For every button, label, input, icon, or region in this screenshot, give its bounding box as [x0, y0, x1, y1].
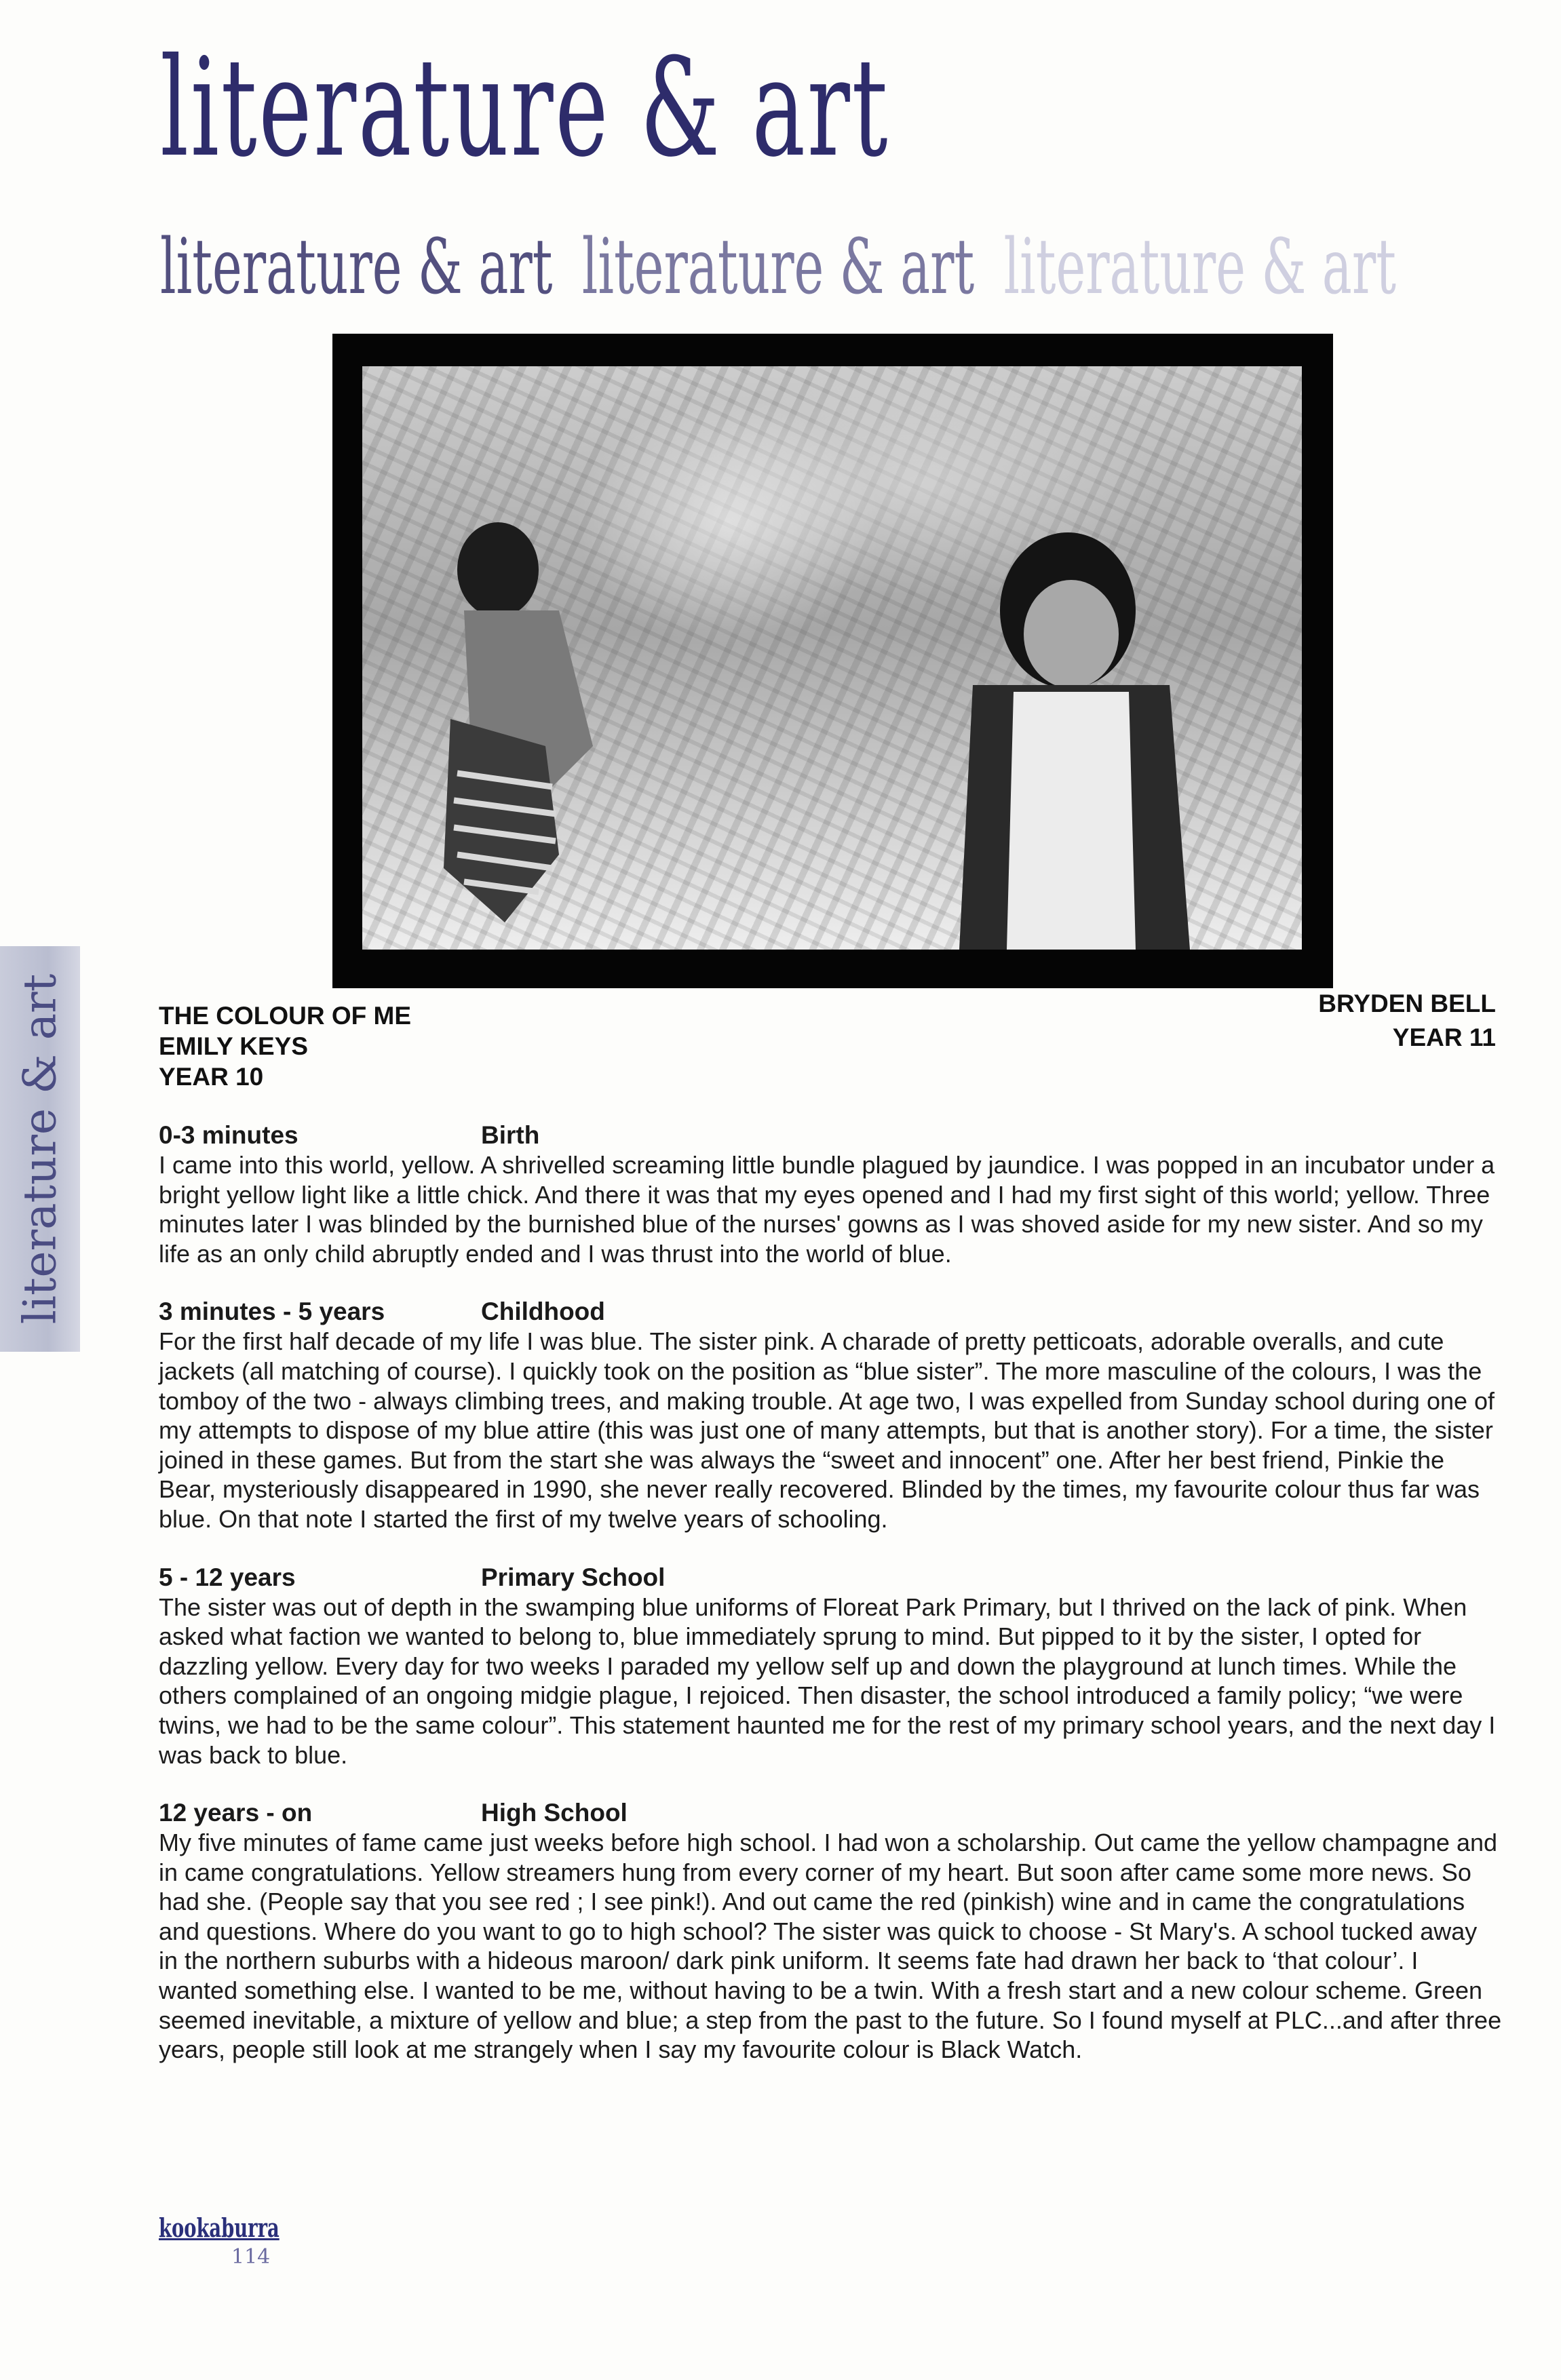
title-repeat-row — [160, 223, 1410, 311]
article-section — [159, 1120, 1502, 1268]
page-number: 114 — [231, 2245, 271, 2269]
article-section — [159, 1297, 1502, 1534]
article-author: EMILY KEYS — [159, 1032, 309, 1060]
section-heading — [159, 1297, 1502, 1327]
photo-credit — [1318, 987, 1496, 1055]
photo-two-girls-beach-bw — [362, 366, 1302, 950]
section-stage: Childhood — [481, 1298, 605, 1326]
photo-frame — [332, 334, 1333, 988]
photographer-year: YEAR 11 — [1392, 1023, 1496, 1051]
section-heading — [159, 1563, 1502, 1593]
section-text: My five minutes of fame came just weeks before high school. I had won a scholarship. Out came the yellow champagne and in came congratulations. Yellow streamers hung from every corner of my heart. But soon after came some more news. So had she. (People say that you see red ; I see pink!). And out came the red (pinkish) wine and in came the congratulations and questions. Where do you want to go to high school? The sister was quick to choose - St Mary's. A school tucked away in the northern suburbs with a hideous maroon/ dark pink uniform. It seems fate had drawn her back to ‘that colour’. I wanted something else. I wanted to be me, without having to be a twin. With a fresh start and a new colour scheme. Green seemed inevitable, a mixture of yellow and blue; a step from the past to the future. So I found myself at PLC...and after three years, people still look at me strangely when I say my favourite colour is Black Watch. — [159, 1829, 1502, 2064]
magazine-logo: kookaburra — [159, 2212, 280, 2243]
section-heading — [159, 1120, 1502, 1150]
section-heading — [159, 1798, 1502, 1828]
title-repeat-3: literature & art — [1003, 223, 1396, 311]
photo-figures — [362, 366, 1302, 950]
article-year: YEAR 10 — [159, 1063, 264, 1091]
article-title: THE COLOUR OF ME — [159, 1002, 412, 1030]
article-heading — [159, 1000, 411, 1092]
side-tab-label: literature & art — [14, 973, 66, 1325]
article-section — [159, 1563, 1502, 1770]
page-title: literature & art — [160, 29, 890, 187]
section-age: 0-3 minutes — [159, 1121, 298, 1149]
photographer-name: BRYDEN BELL — [1318, 990, 1496, 1017]
article-section — [159, 1798, 1502, 2065]
right-girl-cardigan — [1007, 692, 1136, 950]
left-girl-head — [457, 522, 539, 617]
section-age: 12 years - on — [159, 1799, 313, 1827]
section-text: The sister was out of depth in the swamping blue uniforms of Floreat Park Primary, but I thrived on the lack of pink. When asked what faction we wanted to belong to, blue immediately sprung to mind. But pipped to it by the sister, I opted for dazzling yellow. Every day for two weeks I paraded my yellow self up and down the playground at lunch times. While the others complained of an ongoing midgie plague, I rejoiced. Then disaster, the school introduced a family policy; “we were twins, we had to be the same colour”. This statement haunted me for the rest of my primary school years, and the next day I was back to blue. — [159, 1593, 1496, 1769]
section-stage: Primary School — [481, 1563, 666, 1591]
section-text: For the first half decade of my life I was blue. The sister pink. A charade of pretty petticoats, adorable overalls, and cute jackets (all matching of course). I quickly took on the position as “blue sister”. The more masculine of the colours, I was the tomboy of the two - always climbing trees, and making trouble. At age two, I was expelled from Sunday school during one of my attempts to dispose of my blue attire (this was just one of many attempts, but that is another story). For a time, the sister joined in these games. But from the start she was always the “sweet and innocent” one. After her best friend, Pinkie the Bear, mysteriously disappeared in 1990, she never really recovered. Blinded by the times, my favourite colour thus far was blue. On that note I started the first of my twelve years of schooling. — [159, 1327, 1495, 1533]
section-text: I came into this world, yellow. A shrivelled screaming little bundle plagued by jaundice. I was popped in an incubator under a bright yellow light like a little chick. And there it was that my eyes opened and I had my first sight of this world; yellow. Three minutes later I was blinded by the burnished blue of the nurses' gowns as I was shoved aside for my new sister. And so my life as an only child abruptly ended and I was thrust into the world of blue. — [159, 1151, 1495, 1268]
title-repeat-1: literature & art — [160, 223, 553, 311]
article-body — [159, 1120, 1502, 2093]
section-stage: High School — [481, 1799, 628, 1827]
section-age: 3 minutes - 5 years — [159, 1298, 385, 1326]
section-side-tab — [0, 946, 80, 1352]
title-repeat-2: literature & art — [581, 223, 975, 311]
section-stage: Birth — [481, 1121, 540, 1149]
right-girl-face — [1024, 580, 1119, 688]
section-age: 5 - 12 years — [159, 1563, 296, 1591]
left-girl-legs — [444, 719, 559, 922]
